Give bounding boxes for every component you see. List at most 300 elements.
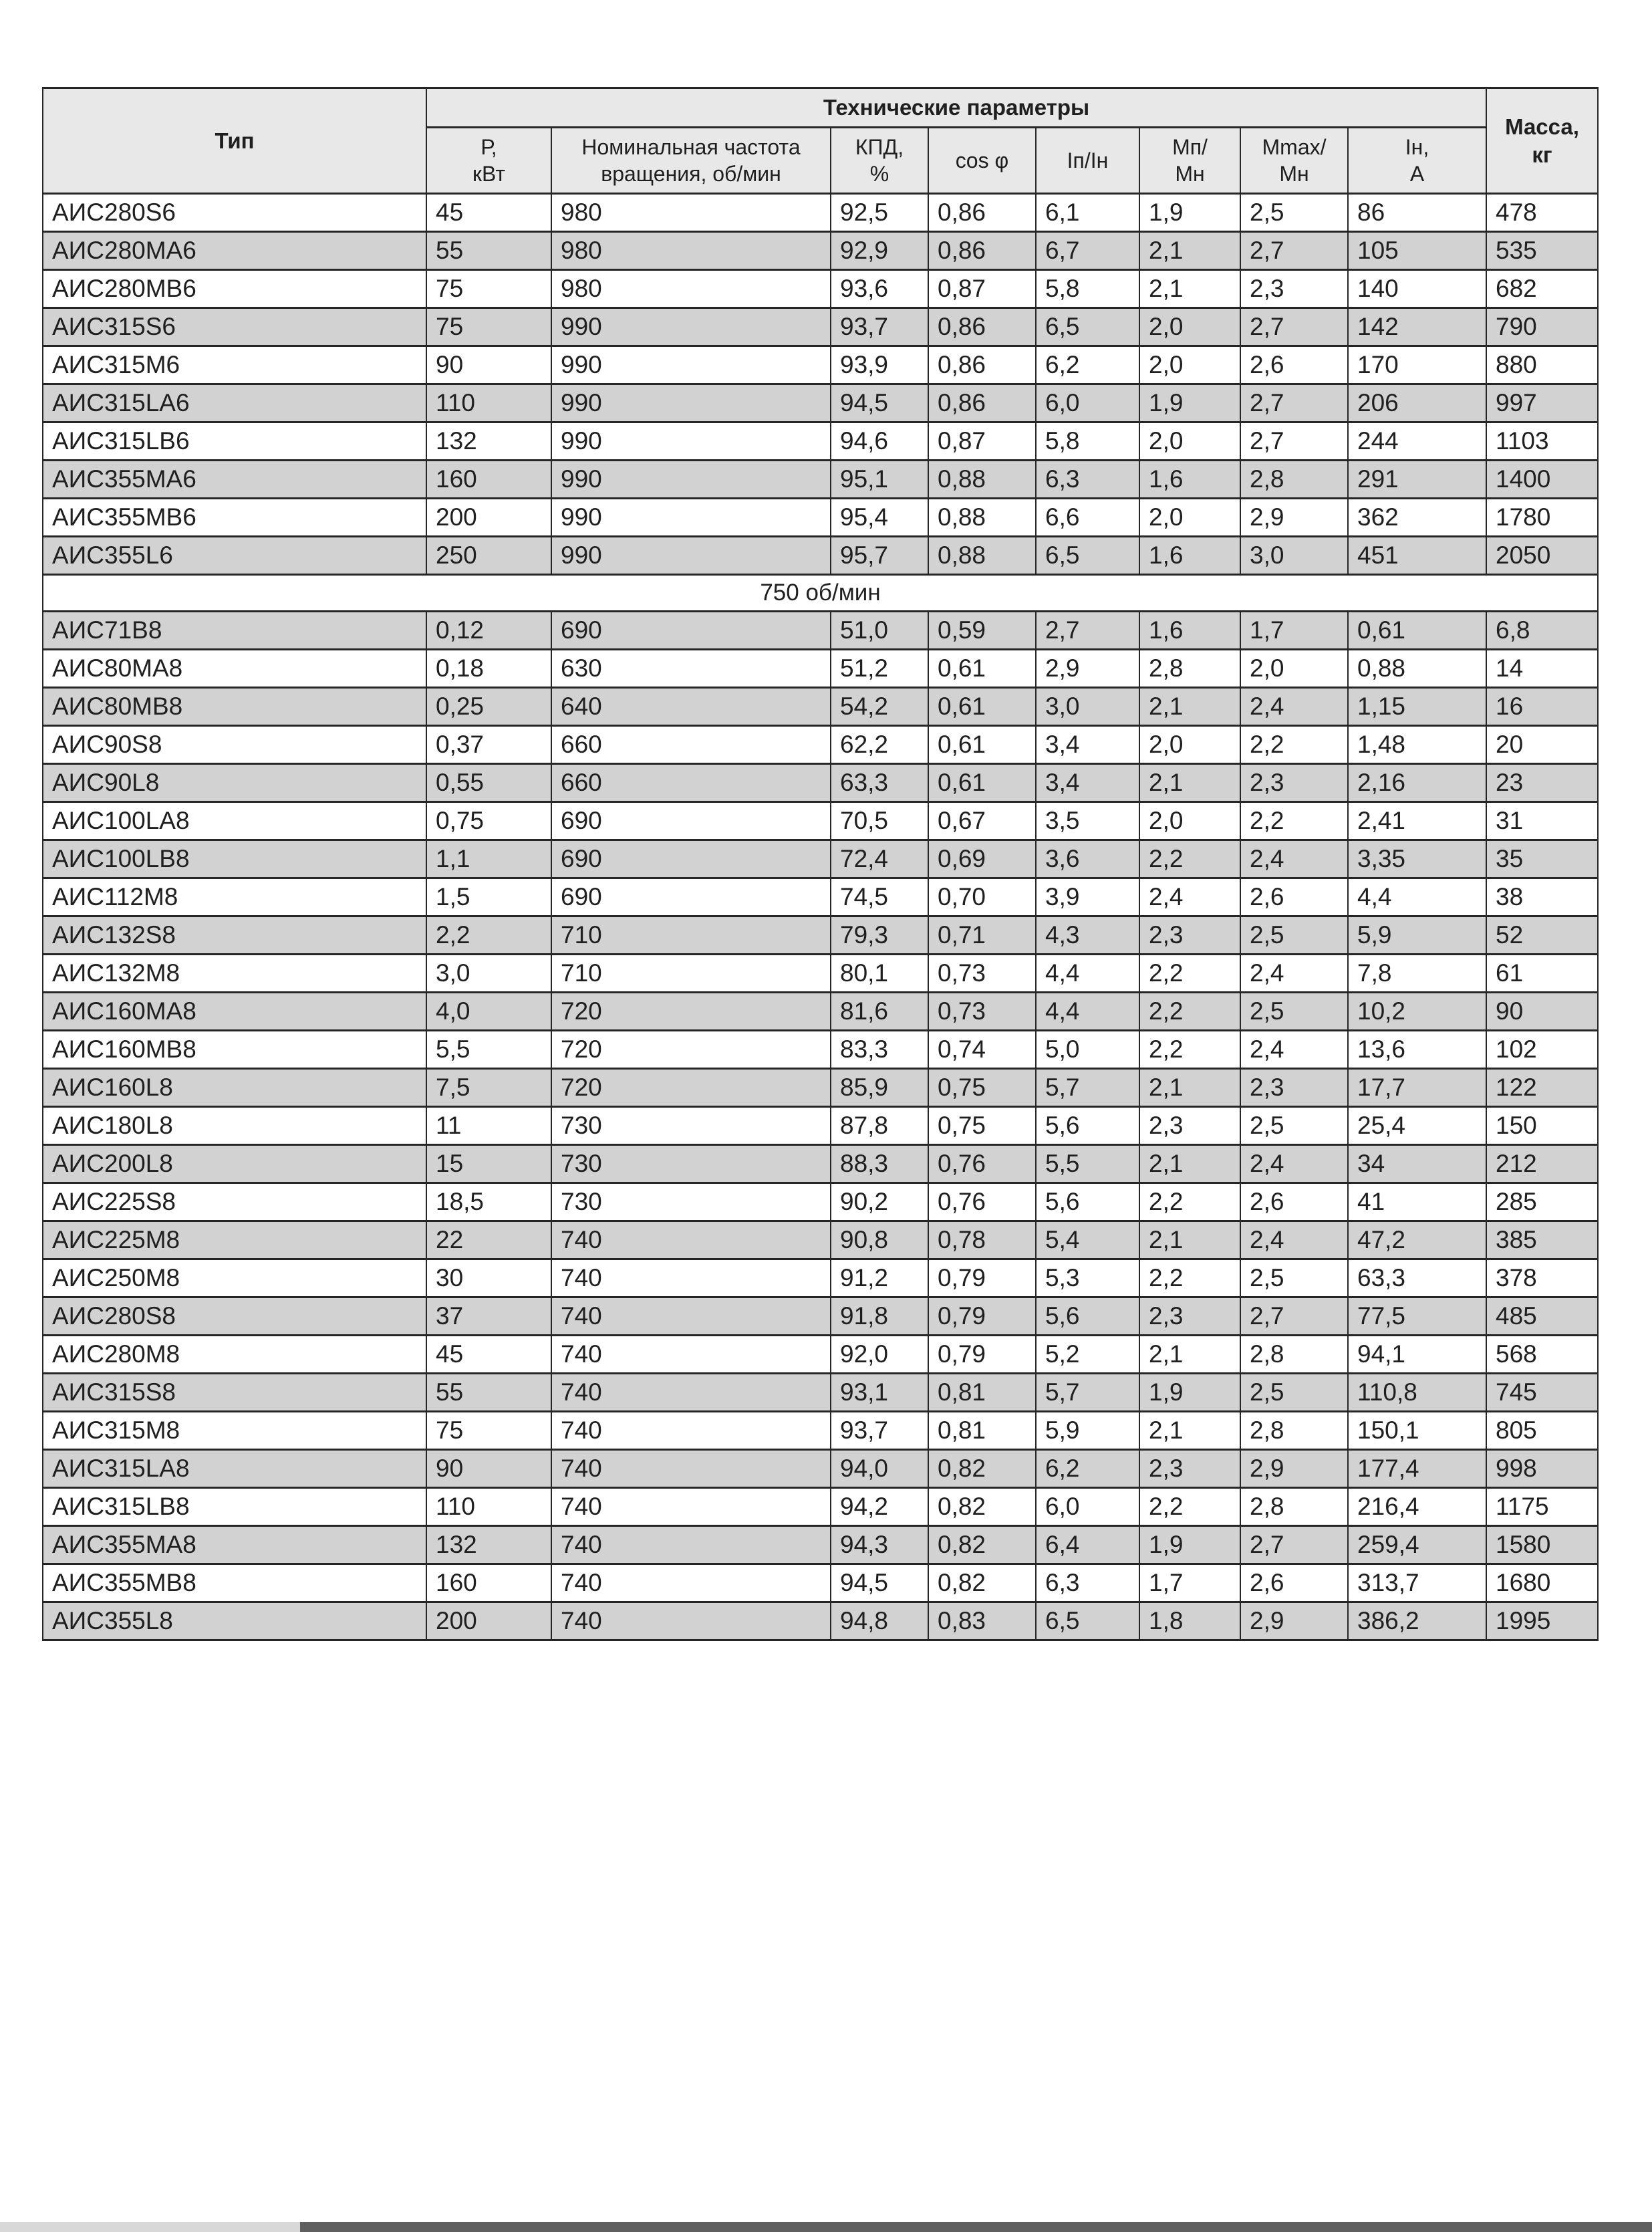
value-cell: 2,2 bbox=[1139, 955, 1240, 993]
value-cell: 730 bbox=[551, 1145, 831, 1183]
value-cell: 2,5 bbox=[1240, 1374, 1348, 1412]
value-cell: 93,6 bbox=[831, 270, 928, 308]
value-cell: 1,1 bbox=[426, 840, 551, 878]
motor-type-cell: АИС225М8 bbox=[43, 1221, 426, 1259]
value-cell: 41 bbox=[1348, 1183, 1486, 1221]
value-cell: 568 bbox=[1486, 1336, 1598, 1374]
value-cell: 15 bbox=[426, 1145, 551, 1183]
value-cell: 92,0 bbox=[831, 1336, 928, 1374]
table-row bbox=[43, 726, 1598, 764]
value-cell: 2,8 bbox=[1240, 1488, 1348, 1526]
table-row bbox=[43, 1297, 1598, 1336]
value-cell: 682 bbox=[1486, 270, 1598, 308]
motor-type-cell: АИС90L8 bbox=[43, 764, 426, 802]
value-cell: 110,8 bbox=[1348, 1374, 1486, 1412]
value-cell: 990 bbox=[551, 499, 831, 537]
value-cell: 3,5 bbox=[1036, 802, 1139, 840]
value-cell: 690 bbox=[551, 802, 831, 840]
value-cell: 0,86 bbox=[928, 384, 1036, 422]
value-cell: 2,9 bbox=[1240, 1450, 1348, 1488]
value-cell: 0,79 bbox=[928, 1336, 1036, 1374]
value-cell: 2,7 bbox=[1240, 1297, 1348, 1336]
value-cell: 140 bbox=[1348, 270, 1486, 308]
table-row bbox=[43, 764, 1598, 802]
value-cell: 2,2 bbox=[1139, 1259, 1240, 1297]
value-cell: 45 bbox=[426, 194, 551, 232]
value-cell: 4,4 bbox=[1036, 955, 1139, 993]
table-row bbox=[43, 1602, 1598, 1640]
value-cell: 2,1 bbox=[1139, 764, 1240, 802]
table-row bbox=[43, 270, 1598, 308]
value-cell: 2,0 bbox=[1139, 422, 1240, 461]
value-cell: 3,0 bbox=[426, 955, 551, 993]
value-cell: 5,8 bbox=[1036, 422, 1139, 461]
value-cell: 110 bbox=[426, 1488, 551, 1526]
value-cell: 478 bbox=[1486, 194, 1598, 232]
value-cell: 0,71 bbox=[928, 916, 1036, 955]
value-cell: 745 bbox=[1486, 1374, 1598, 1412]
value-cell: 740 bbox=[551, 1602, 831, 1640]
value-cell: 105 bbox=[1348, 232, 1486, 270]
motor-type-cell: АИС280М8 bbox=[43, 1336, 426, 1374]
motor-type-cell: АИС112М8 bbox=[43, 878, 426, 916]
value-cell: 0,86 bbox=[928, 346, 1036, 384]
value-cell: 5,5 bbox=[426, 1031, 551, 1069]
value-cell: 2,16 bbox=[1348, 764, 1486, 802]
motor-type-cell: АИС315LA8 bbox=[43, 1450, 426, 1488]
motor-type-cell: АИС100LA8 bbox=[43, 802, 426, 840]
motor-type-cell: АИС160L8 bbox=[43, 1069, 426, 1107]
col-header-power: Р, кВт bbox=[426, 128, 551, 194]
footer-bar bbox=[0, 2222, 1652, 2232]
value-cell: 2,8 bbox=[1139, 650, 1240, 688]
motor-type-cell: АИС355МА8 bbox=[43, 1526, 426, 1564]
value-cell: 730 bbox=[551, 1107, 831, 1145]
value-cell: 5,7 bbox=[1036, 1374, 1139, 1412]
value-cell: 250 bbox=[426, 537, 551, 575]
value-cell: 0,61 bbox=[1348, 612, 1486, 650]
value-cell: 998 bbox=[1486, 1450, 1598, 1488]
value-cell: 0,61 bbox=[928, 764, 1036, 802]
value-cell: 0,86 bbox=[928, 308, 1036, 346]
motor-type-cell: АИС355L8 bbox=[43, 1602, 426, 1640]
motor-type-cell: АИС315LB6 bbox=[43, 422, 426, 461]
motor-type-cell: АИС315S8 bbox=[43, 1374, 426, 1412]
value-cell: 86 bbox=[1348, 194, 1486, 232]
motor-type-cell: АИС200L8 bbox=[43, 1145, 426, 1183]
value-cell: 535 bbox=[1486, 232, 1598, 270]
value-cell: 730 bbox=[551, 1183, 831, 1221]
value-cell: 660 bbox=[551, 726, 831, 764]
value-cell: 2,5 bbox=[1240, 1259, 1348, 1297]
value-cell: 740 bbox=[551, 1488, 831, 1526]
value-cell: 2,4 bbox=[1240, 840, 1348, 878]
motor-type-cell: АИС71В8 bbox=[43, 612, 426, 650]
table-row bbox=[43, 802, 1598, 840]
value-cell: 51,2 bbox=[831, 650, 928, 688]
value-cell: 4,4 bbox=[1348, 878, 1486, 916]
motor-type-cell: АИС355МА6 bbox=[43, 461, 426, 499]
value-cell: 0,88 bbox=[928, 461, 1036, 499]
value-cell: 2,41 bbox=[1348, 802, 1486, 840]
motor-type-cell: АИС355МВ8 bbox=[43, 1564, 426, 1602]
value-cell: 2,3 bbox=[1139, 1107, 1240, 1145]
value-cell: 1,7 bbox=[1139, 1564, 1240, 1602]
value-cell: 4,0 bbox=[426, 993, 551, 1031]
value-cell: 6,7 bbox=[1036, 232, 1139, 270]
value-cell: 90,2 bbox=[831, 1183, 928, 1221]
value-cell: 990 bbox=[551, 308, 831, 346]
value-cell: 2,3 bbox=[1139, 1297, 1240, 1336]
value-cell: 150,1 bbox=[1348, 1412, 1486, 1450]
value-cell: 2,4 bbox=[1240, 688, 1348, 726]
value-cell: 2,1 bbox=[1139, 232, 1240, 270]
value-cell: 0,55 bbox=[426, 764, 551, 802]
value-cell: 0,61 bbox=[928, 726, 1036, 764]
value-cell: 660 bbox=[551, 764, 831, 802]
value-cell: 0,75 bbox=[928, 1069, 1036, 1107]
table-row bbox=[43, 1488, 1598, 1526]
value-cell: 0,79 bbox=[928, 1259, 1036, 1297]
value-cell: 79,3 bbox=[831, 916, 928, 955]
value-cell: 5,2 bbox=[1036, 1336, 1139, 1374]
value-cell: 63,3 bbox=[831, 764, 928, 802]
value-cell: 0,69 bbox=[928, 840, 1036, 878]
value-cell: 1,9 bbox=[1139, 194, 1240, 232]
value-cell: 720 bbox=[551, 1069, 831, 1107]
value-cell: 52 bbox=[1486, 916, 1598, 955]
table-header bbox=[43, 88, 1598, 194]
value-cell: 3,0 bbox=[1036, 688, 1139, 726]
value-cell: 2,3 bbox=[1139, 1450, 1240, 1488]
value-cell: 72,4 bbox=[831, 840, 928, 878]
motor-type-cell: АИС315М8 bbox=[43, 1412, 426, 1450]
value-cell: 1400 bbox=[1486, 461, 1598, 499]
value-cell: 5,6 bbox=[1036, 1183, 1139, 1221]
col-header-group-technical-parameters: Технические параметры bbox=[426, 88, 1486, 128]
table-row bbox=[43, 384, 1598, 422]
value-cell: 0,87 bbox=[928, 270, 1036, 308]
value-cell: 0,67 bbox=[928, 802, 1036, 840]
value-cell: 55 bbox=[426, 1374, 551, 1412]
value-cell: 1680 bbox=[1486, 1564, 1598, 1602]
value-cell: 1103 bbox=[1486, 422, 1598, 461]
value-cell: 2,1 bbox=[1139, 1069, 1240, 1107]
value-cell: 91,8 bbox=[831, 1297, 928, 1336]
value-cell: 13,6 bbox=[1348, 1031, 1486, 1069]
value-cell: 5,4 bbox=[1036, 1221, 1139, 1259]
value-cell: 2050 bbox=[1486, 537, 1598, 575]
value-cell: 83,3 bbox=[831, 1031, 928, 1069]
table-row bbox=[43, 688, 1598, 726]
motor-type-cell: АИС132М8 bbox=[43, 955, 426, 993]
table-row bbox=[43, 537, 1598, 575]
value-cell: 0,25 bbox=[426, 688, 551, 726]
value-cell: 81,6 bbox=[831, 993, 928, 1031]
value-cell: 980 bbox=[551, 232, 831, 270]
value-cell: 95,1 bbox=[831, 461, 928, 499]
motor-type-cell: АИС280S6 bbox=[43, 194, 426, 232]
value-cell: 2,6 bbox=[1240, 1183, 1348, 1221]
table-row bbox=[43, 612, 1598, 650]
value-cell: 74,5 bbox=[831, 878, 928, 916]
value-cell: 3,4 bbox=[1036, 764, 1139, 802]
value-cell: 150 bbox=[1486, 1107, 1598, 1145]
value-cell: 94,2 bbox=[831, 1488, 928, 1526]
table-row bbox=[43, 1107, 1598, 1145]
value-cell: 90 bbox=[426, 1450, 551, 1488]
value-cell: 5,6 bbox=[1036, 1297, 1139, 1336]
value-cell: 2,2 bbox=[1139, 993, 1240, 1031]
value-cell: 0,82 bbox=[928, 1526, 1036, 1564]
col-header-rated-speed: Номинальная частота вращения, об/мин bbox=[551, 128, 831, 194]
motor-type-cell: АИС160МА8 bbox=[43, 993, 426, 1031]
table-row bbox=[43, 1336, 1598, 1374]
table-row bbox=[43, 1564, 1598, 1602]
motor-type-cell: АИС280МА6 bbox=[43, 232, 426, 270]
table-row bbox=[43, 194, 1598, 232]
value-cell: 690 bbox=[551, 878, 831, 916]
table-row bbox=[43, 878, 1598, 916]
value-cell: 0,70 bbox=[928, 878, 1036, 916]
value-cell: 200 bbox=[426, 1602, 551, 1640]
value-cell: 70,5 bbox=[831, 802, 928, 840]
value-cell: 0,82 bbox=[928, 1564, 1036, 1602]
value-cell: 0,18 bbox=[426, 650, 551, 688]
motor-type-cell: АИС160МВ8 bbox=[43, 1031, 426, 1069]
value-cell: 102 bbox=[1486, 1031, 1598, 1069]
table-row bbox=[43, 461, 1598, 499]
table-row bbox=[43, 308, 1598, 346]
value-cell: 3,35 bbox=[1348, 840, 1486, 878]
value-cell: 2,8 bbox=[1240, 461, 1348, 499]
value-cell: 2,4 bbox=[1240, 1221, 1348, 1259]
value-cell: 0,82 bbox=[928, 1450, 1036, 1488]
value-cell: 2,1 bbox=[1139, 270, 1240, 308]
table-row bbox=[43, 1259, 1598, 1297]
value-cell: 85,9 bbox=[831, 1069, 928, 1107]
value-cell: 720 bbox=[551, 1031, 831, 1069]
motor-type-cell: АИС80МВ8 bbox=[43, 688, 426, 726]
value-cell: 362 bbox=[1348, 499, 1486, 537]
value-cell: 720 bbox=[551, 993, 831, 1031]
value-cell: 18,5 bbox=[426, 1183, 551, 1221]
value-cell: 0,88 bbox=[928, 537, 1036, 575]
value-cell: 2,1 bbox=[1139, 1145, 1240, 1183]
table-body bbox=[43, 194, 1598, 1640]
value-cell: 690 bbox=[551, 612, 831, 650]
value-cell: 34 bbox=[1348, 1145, 1486, 1183]
value-cell: 2,7 bbox=[1240, 1526, 1348, 1564]
table-row bbox=[43, 346, 1598, 384]
value-cell: 132 bbox=[426, 422, 551, 461]
value-cell: 1175 bbox=[1486, 1488, 1598, 1526]
table-row bbox=[43, 1031, 1598, 1069]
value-cell: 790 bbox=[1486, 308, 1598, 346]
value-cell: 0,74 bbox=[928, 1031, 1036, 1069]
value-cell: 6,1 bbox=[1036, 194, 1139, 232]
value-cell: 2,6 bbox=[1240, 1564, 1348, 1602]
value-cell: 2,5 bbox=[1240, 194, 1348, 232]
value-cell: 0,81 bbox=[928, 1412, 1036, 1450]
value-cell: 244 bbox=[1348, 422, 1486, 461]
value-cell: 1,8 bbox=[1139, 1602, 1240, 1640]
value-cell: 805 bbox=[1486, 1412, 1598, 1450]
value-cell: 6,2 bbox=[1036, 1450, 1139, 1488]
value-cell: 75 bbox=[426, 1412, 551, 1450]
value-cell: 62,2 bbox=[831, 726, 928, 764]
value-cell: 90 bbox=[426, 346, 551, 384]
value-cell: 6,2 bbox=[1036, 346, 1139, 384]
value-cell: 6,4 bbox=[1036, 1526, 1139, 1564]
value-cell: 690 bbox=[551, 840, 831, 878]
value-cell: 88,3 bbox=[831, 1145, 928, 1183]
value-cell: 378 bbox=[1486, 1259, 1598, 1297]
value-cell: 740 bbox=[551, 1259, 831, 1297]
value-cell: 3,4 bbox=[1036, 726, 1139, 764]
value-cell: 740 bbox=[551, 1412, 831, 1450]
value-cell: 11 bbox=[426, 1107, 551, 1145]
rpm-separator-row bbox=[43, 575, 1598, 612]
table-row bbox=[43, 1412, 1598, 1450]
value-cell: 2,8 bbox=[1240, 1412, 1348, 1450]
value-cell: 77,5 bbox=[1348, 1297, 1486, 1336]
value-cell: 740 bbox=[551, 1336, 831, 1374]
table-row bbox=[43, 840, 1598, 878]
motor-type-cell: АИС250М8 bbox=[43, 1259, 426, 1297]
value-cell: 206 bbox=[1348, 384, 1486, 422]
value-cell: 61 bbox=[1486, 955, 1598, 993]
value-cell: 0,37 bbox=[426, 726, 551, 764]
value-cell: 2,3 bbox=[1139, 916, 1240, 955]
value-cell: 2,1 bbox=[1139, 1221, 1240, 1259]
value-cell: 47,2 bbox=[1348, 1221, 1486, 1259]
value-cell: 451 bbox=[1348, 537, 1486, 575]
value-cell: 2,9 bbox=[1240, 1602, 1348, 1640]
value-cell: 630 bbox=[551, 650, 831, 688]
value-cell: 740 bbox=[551, 1297, 831, 1336]
value-cell: 30 bbox=[426, 1259, 551, 1297]
value-cell: 1,9 bbox=[1139, 384, 1240, 422]
value-cell: 3,9 bbox=[1036, 878, 1139, 916]
value-cell: 2,5 bbox=[1240, 916, 1348, 955]
value-cell: 2,1 bbox=[1139, 1336, 1240, 1374]
value-cell: 160 bbox=[426, 1564, 551, 1602]
value-cell: 93,1 bbox=[831, 1374, 928, 1412]
value-cell: 94,5 bbox=[831, 384, 928, 422]
value-cell: 0,79 bbox=[928, 1297, 1036, 1336]
value-cell: 20 bbox=[1486, 726, 1598, 764]
value-cell: 132 bbox=[426, 1526, 551, 1564]
value-cell: 177,4 bbox=[1348, 1450, 1486, 1488]
table-row bbox=[43, 1145, 1598, 1183]
value-cell: 92,5 bbox=[831, 194, 928, 232]
value-cell: 990 bbox=[551, 346, 831, 384]
value-cell: 386,2 bbox=[1348, 1602, 1486, 1640]
value-cell: 95,4 bbox=[831, 499, 928, 537]
value-cell: 2,2 bbox=[426, 916, 551, 955]
value-cell: 23 bbox=[1486, 764, 1598, 802]
value-cell: 2,0 bbox=[1139, 499, 1240, 537]
col-header-rated-current: Iн, А bbox=[1348, 128, 1486, 194]
value-cell: 0,82 bbox=[928, 1488, 1036, 1526]
value-cell: 1780 bbox=[1486, 499, 1598, 537]
value-cell: 1,6 bbox=[1139, 612, 1240, 650]
motor-type-cell: АИС315LB8 bbox=[43, 1488, 426, 1526]
table-row bbox=[43, 1183, 1598, 1221]
value-cell: 90 bbox=[1486, 993, 1598, 1031]
rpm-separator-label: 750 об/мин bbox=[43, 575, 1598, 612]
col-header-mass: Масса, кг bbox=[1486, 88, 1598, 194]
motor-type-cell: АИС225S8 bbox=[43, 1183, 426, 1221]
value-cell: 385 bbox=[1486, 1221, 1598, 1259]
value-cell: 740 bbox=[551, 1564, 831, 1602]
value-cell: 94,8 bbox=[831, 1602, 928, 1640]
value-cell: 2,3 bbox=[1240, 764, 1348, 802]
value-cell: 2,1 bbox=[1139, 1412, 1240, 1450]
value-cell: 5,5 bbox=[1036, 1145, 1139, 1183]
value-cell: 2,4 bbox=[1139, 878, 1240, 916]
value-cell: 93,9 bbox=[831, 346, 928, 384]
value-cell: 990 bbox=[551, 537, 831, 575]
value-cell: 51,0 bbox=[831, 612, 928, 650]
value-cell: 5,8 bbox=[1036, 270, 1139, 308]
value-cell: 1,48 bbox=[1348, 726, 1486, 764]
value-cell: 990 bbox=[551, 384, 831, 422]
value-cell: 2,2 bbox=[1139, 1183, 1240, 1221]
value-cell: 170 bbox=[1348, 346, 1486, 384]
motor-type-cell: АИС180L8 bbox=[43, 1107, 426, 1145]
motor-type-cell: АИС315S6 bbox=[43, 308, 426, 346]
value-cell: 5,3 bbox=[1036, 1259, 1139, 1297]
value-cell: 75 bbox=[426, 308, 551, 346]
motor-type-cell: АИС90S8 bbox=[43, 726, 426, 764]
value-cell: 2,0 bbox=[1139, 726, 1240, 764]
table-row bbox=[43, 1374, 1598, 1412]
table-row bbox=[43, 232, 1598, 270]
value-cell: 6,0 bbox=[1036, 384, 1139, 422]
value-cell: 710 bbox=[551, 955, 831, 993]
value-cell: 0,73 bbox=[928, 955, 1036, 993]
value-cell: 997 bbox=[1486, 384, 1598, 422]
value-cell: 80,1 bbox=[831, 955, 928, 993]
value-cell: 7,8 bbox=[1348, 955, 1486, 993]
value-cell: 90,8 bbox=[831, 1221, 928, 1259]
motor-type-cell: АИС80МА8 bbox=[43, 650, 426, 688]
value-cell: 2,0 bbox=[1139, 346, 1240, 384]
motor-type-cell: АИС315М6 bbox=[43, 346, 426, 384]
value-cell: 1,9 bbox=[1139, 1526, 1240, 1564]
value-cell: 1,15 bbox=[1348, 688, 1486, 726]
value-cell: 5,9 bbox=[1036, 1412, 1139, 1450]
value-cell: 740 bbox=[551, 1450, 831, 1488]
value-cell: 6,3 bbox=[1036, 461, 1139, 499]
value-cell: 94,6 bbox=[831, 422, 928, 461]
value-cell: 2,7 bbox=[1240, 422, 1348, 461]
value-cell: 7,5 bbox=[426, 1069, 551, 1107]
value-cell: 2,7 bbox=[1036, 612, 1139, 650]
table-row bbox=[43, 1221, 1598, 1259]
value-cell: 4,3 bbox=[1036, 916, 1139, 955]
value-cell: 2,7 bbox=[1240, 384, 1348, 422]
col-header-starting-current-ratio: Iп/Iн bbox=[1036, 128, 1139, 194]
value-cell: 1995 bbox=[1486, 1602, 1598, 1640]
motor-type-cell: АИС280S8 bbox=[43, 1297, 426, 1336]
value-cell: 0,75 bbox=[426, 802, 551, 840]
value-cell: 16 bbox=[1486, 688, 1598, 726]
value-cell: 92,9 bbox=[831, 232, 928, 270]
value-cell: 95,7 bbox=[831, 537, 928, 575]
